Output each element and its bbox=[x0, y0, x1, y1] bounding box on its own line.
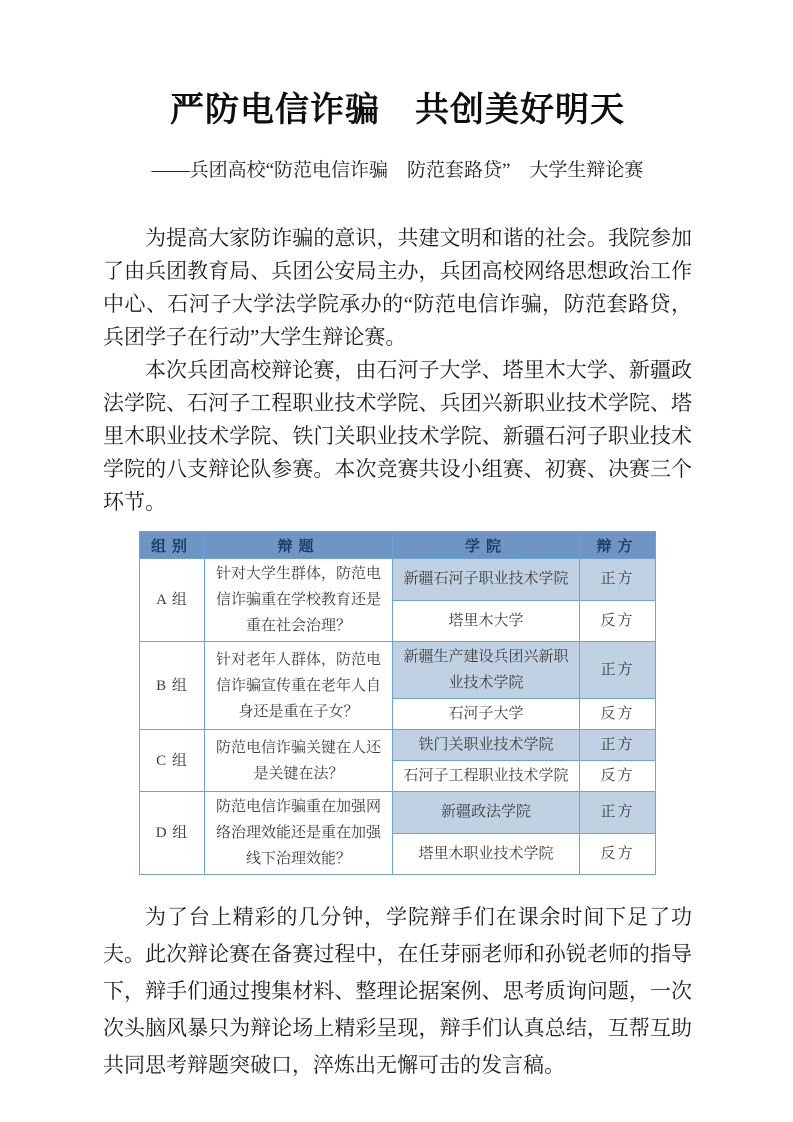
side-cell: 正方 bbox=[580, 792, 656, 834]
table-row bbox=[140, 642, 656, 699]
side-cell: 正方 bbox=[580, 642, 656, 699]
topic-cell: 针对老年人群体，防范电信诈骗宣传重在老年人自身还是重在子女？ bbox=[205, 642, 393, 730]
debate-table-body bbox=[140, 559, 656, 875]
school-cell: 新疆生产建设兵团兴新职业技术学院 bbox=[393, 642, 580, 699]
school-cell: 塔里木大学 bbox=[393, 600, 580, 642]
side-cell: 反方 bbox=[580, 600, 656, 642]
school-cell: 铁门关职业技术学院 bbox=[393, 730, 580, 761]
school-cell: 新疆政法学院 bbox=[393, 792, 580, 834]
paragraph-preparation: 为了台上精彩的几分钟，学院辩手们在课余时间下足了功夫。此次辩论赛在备赛过程中，在任芽丽老师和孙锐老师的指导下，辩手们通过搜集材料、整理论据案例、思考质询问题，一次次头脑风暴只为辩论场上精彩呈现，辩手们认真总结，互帮互助共同思考辩题突破口，淬炼出无懈可击的发言稿。 bbox=[103, 905, 692, 1077]
topic-cell: 针对大学生群体，防范电信诈骗重在学校教育还是重在社会治理？ bbox=[205, 559, 393, 642]
topic-cell: 防范电信诈骗重在加强网络治理效能还是重在加强线下治理效能？ bbox=[205, 792, 393, 875]
side-cell: 反方 bbox=[580, 699, 656, 730]
group-cell: D 组 bbox=[140, 792, 205, 875]
column-header: 辩题 bbox=[205, 532, 393, 559]
column-header: 学院 bbox=[393, 532, 580, 559]
school-cell: 新疆石河子职业技术学院 bbox=[393, 559, 580, 601]
paragraph-intro: 为提高大家防诈骗的意识，共建文明和谐的社会。我院参加了由兵团教育局、兵团公安局主办，兵团高校网络思想政治工作中心、石河子大学法学院承办的“防范电信诈骗，防范套路贷，兵团学子在行动”大学生辩论赛。 bbox=[103, 226, 692, 349]
table-header-row bbox=[140, 532, 656, 559]
side-cell: 反方 bbox=[580, 833, 656, 875]
topic-cell: 防范电信诈骗关键在人还是关键在法？ bbox=[205, 730, 393, 792]
group-cell: B 组 bbox=[140, 642, 205, 730]
column-header: 组别 bbox=[140, 532, 205, 559]
school-cell: 石河子大学 bbox=[393, 699, 580, 730]
document-title: 严防电信诈骗 共创美好明天 bbox=[170, 92, 625, 129]
side-cell: 正方 bbox=[580, 730, 656, 761]
table-row bbox=[140, 792, 656, 834]
side-cell: 反方 bbox=[580, 761, 656, 792]
column-header: 辩方 bbox=[580, 532, 656, 559]
paragraph-participants: 本次兵团高校辩论赛，由石河子大学、塔里木大学、新疆政法学院、石河子工程职业技术学院、兵团兴新职业技术学院、塔里木职业技术学院、铁门关职业技术学院、新疆石河子职业技术学院的八支辩论队参赛。本次竞赛共设小组赛、初赛、决赛三个环节。 bbox=[103, 358, 692, 514]
group-cell: A 组 bbox=[140, 559, 205, 642]
document-subtitle: ——兵团高校“防范电信诈骗 防范套路贷” 大学生辩论赛 bbox=[151, 160, 644, 181]
debate-table bbox=[139, 531, 656, 875]
group-cell: C 组 bbox=[140, 730, 205, 792]
table-row bbox=[140, 559, 656, 601]
side-cell: 正方 bbox=[580, 559, 656, 601]
table-row bbox=[140, 730, 656, 761]
school-cell: 塔里木职业技术学院 bbox=[393, 833, 580, 875]
school-cell: 石河子工程职业技术学院 bbox=[393, 761, 580, 792]
